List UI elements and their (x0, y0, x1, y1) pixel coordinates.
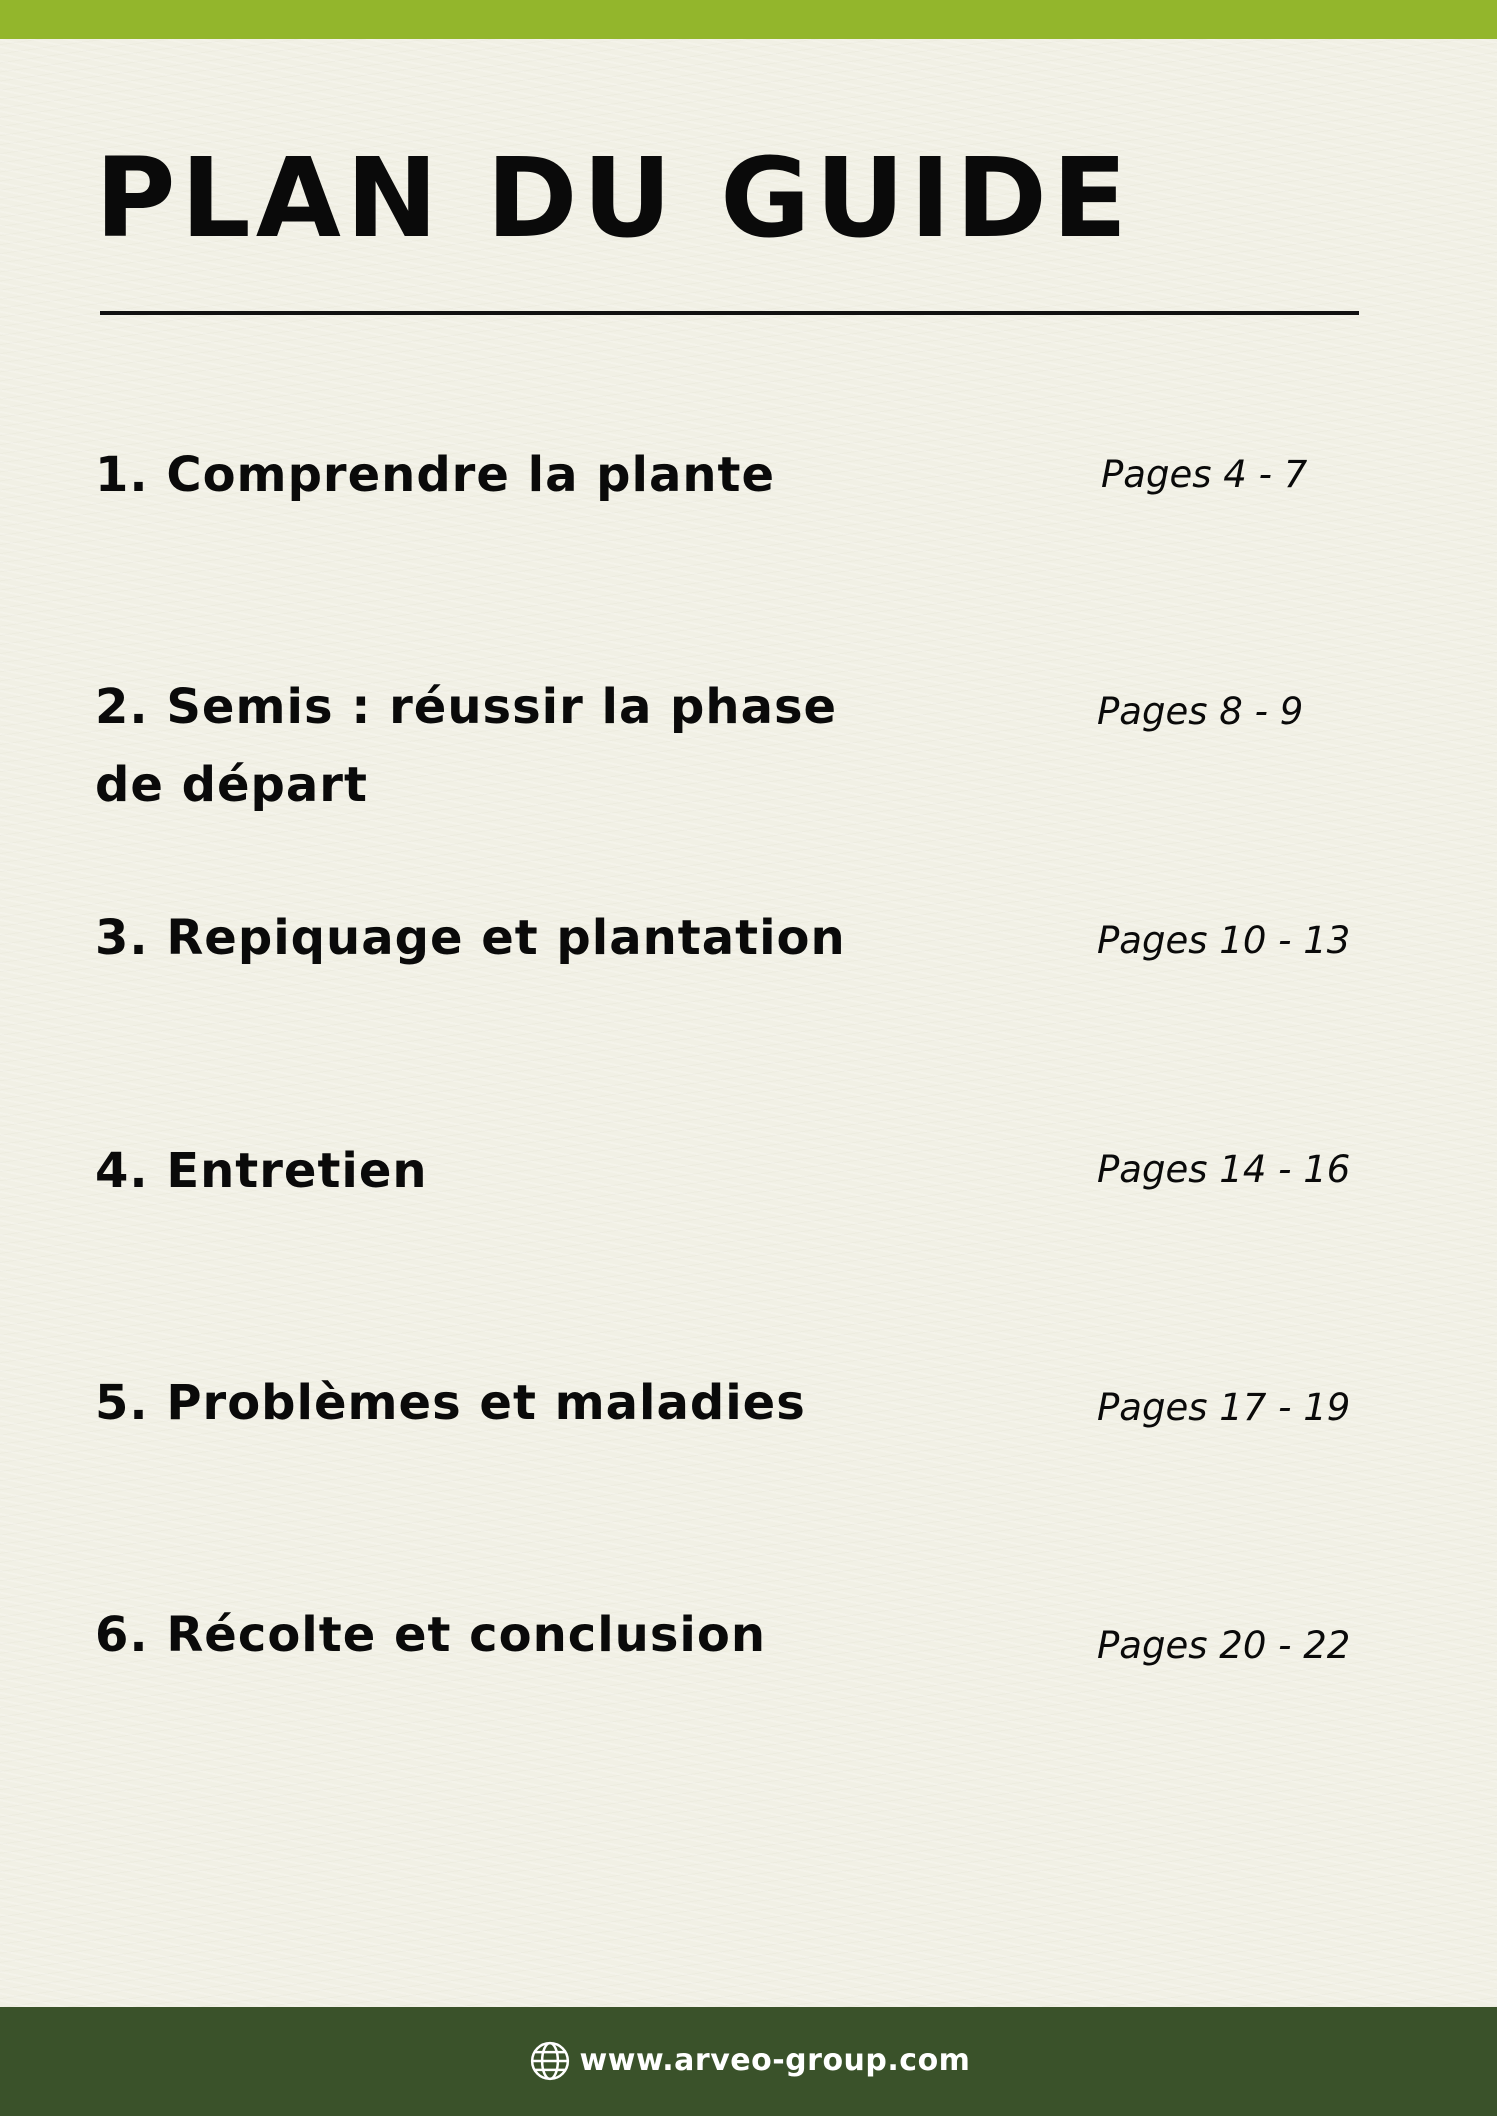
toc-item-pages: Pages 8 - 9 (1097, 690, 1304, 733)
footer-bar (0, 2007, 1497, 2116)
title-divider (100, 311, 1359, 315)
toc-item-title: 1. Comprendre la plante (95, 447, 776, 503)
toc-item-pages: Pages 14 - 16 (1097, 1148, 1351, 1191)
toc-item-pages: Pages 4 - 7 (1101, 453, 1308, 496)
toc-item-title: 3. Repiquage et plantation (95, 910, 846, 966)
toc-item-title: 6. Récolte et conclusion (95, 1607, 767, 1663)
globe-icon (529, 2040, 571, 2082)
toc-item-pages: Pages 10 - 13 (1097, 919, 1351, 962)
top-accent-bar (0, 0, 1497, 39)
website-url: www.arveo-group.com (579, 2043, 971, 2078)
toc-item-title: 5. Problèmes et maladies (95, 1375, 806, 1431)
toc-item-title: 2. Semis : réussir la phase de départ (95, 679, 838, 813)
toc-item-pages: Pages 20 - 22 (1097, 1624, 1351, 1667)
toc-item-pages: Pages 17 - 19 (1097, 1386, 1351, 1429)
page-title: PLAN DU GUIDE (95, 134, 1133, 262)
website-link[interactable] (529, 2040, 971, 2082)
toc-item-title: 4. Entretien (95, 1143, 428, 1199)
